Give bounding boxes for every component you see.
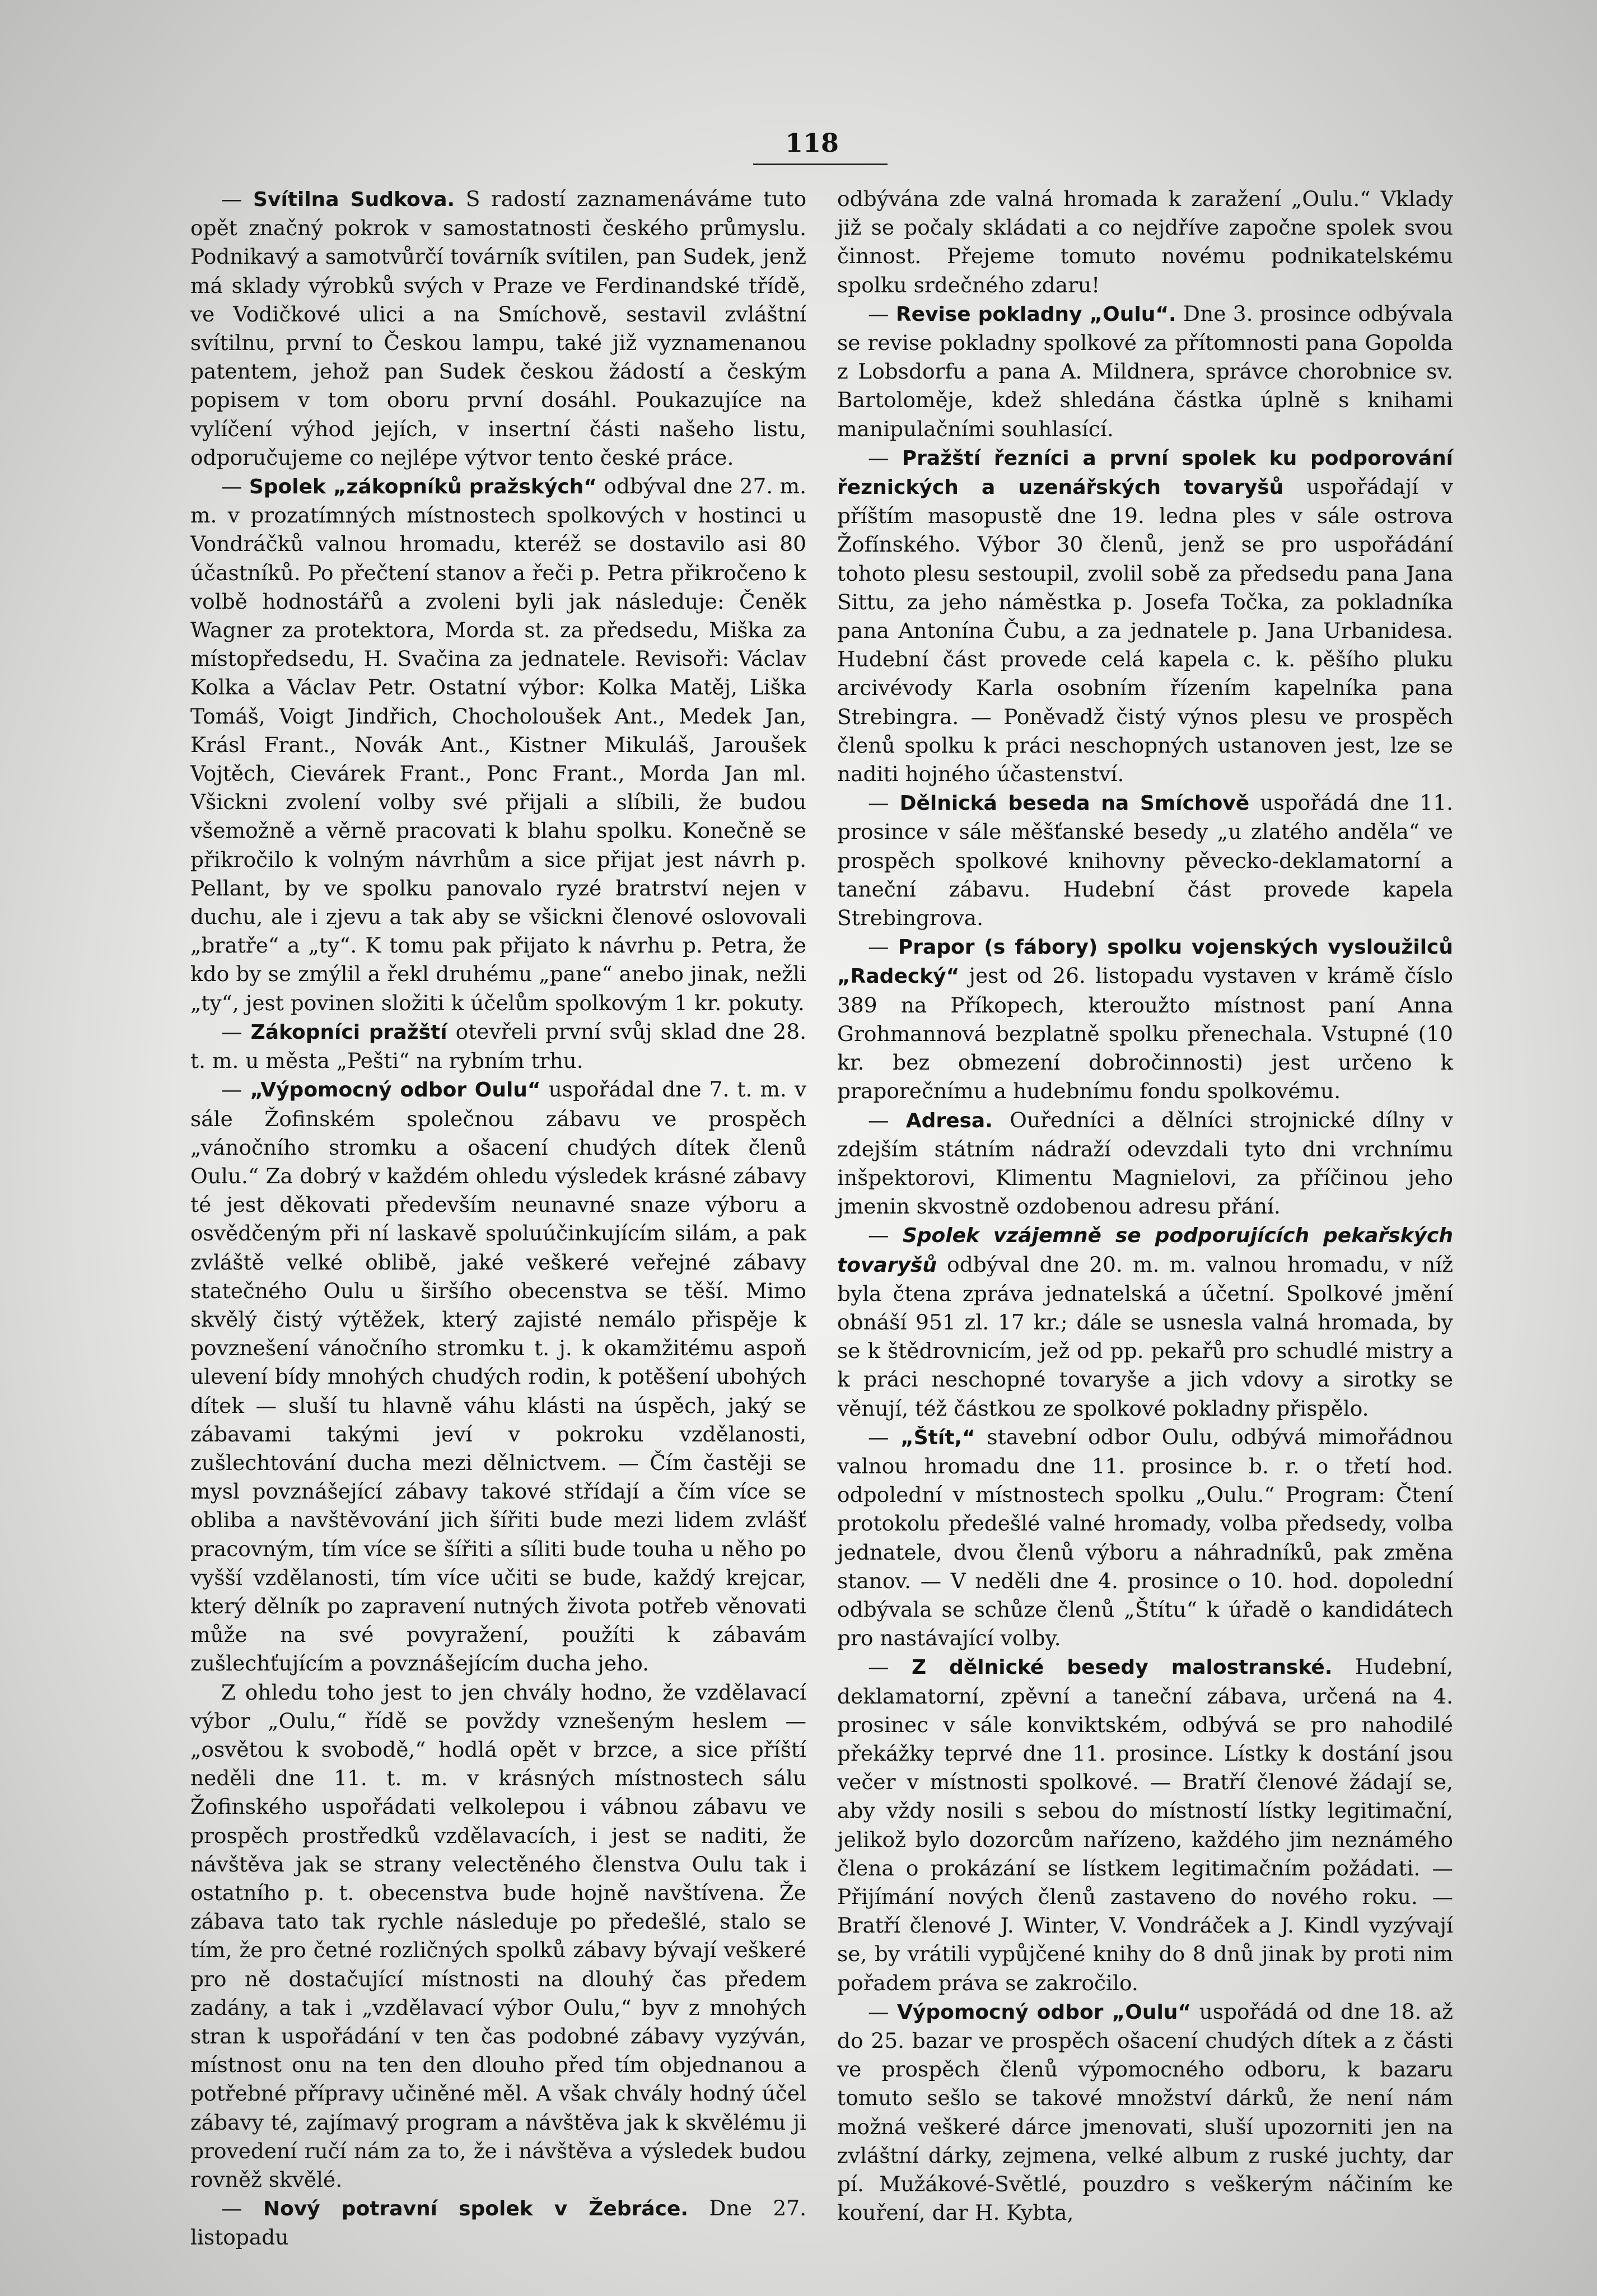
article-heading: Spolek vzájemně se podporujících pekařských tovaryšů	[837, 1224, 1454, 1277]
article-bazar: — Výpomocný odbor „Oulu“ uspořádá od dne 18. až do 25. bazar ve prospěch ošacení chudých dítek a z části ve prospěch členů výpomocného odboru, k bazaru tomuto sešlo se takové množství dárků, že není nám možná veškeré dárce jmenovati, sluší upozorniti jen na zvláštní dárky, zejmena, velké album z ruské juchty, dar pí. Mužákové-Světlé, pouzdro s veškerým náčiním ke kouření, dar H. Kybta,	[837, 1999, 1454, 2225]
article-zakopnici-sklad: — Zákopníci pražští otevřeli první svůj sklad dne 28. t. m. u města „Pešti“ na rybním trhu.	[190, 1019, 806, 1074]
article-text: otevřeli první svůj sklad dne 28. t. m. u města „Pešti“ na rybním trhu.	[190, 1019, 806, 1074]
article-heading: Zákopníci pražští	[250, 1020, 447, 1044]
article-revise-pokladny: — Revise pokladny „Oulu“. Dne 3. prosince odbývala se revise pokladny spolkové za přítomnosti pana Gopolda z Lobsdorfu a pana A. Mildnera, správce chorobnice sv. Bartoloměje, kdež shledána částka úplně s knihami manipulačními souhlasící.	[837, 301, 1453, 441]
article-heading: Dělnická beseda na Smíchově	[899, 792, 1250, 815]
article-zakopniku: — Spolek „zákopníků pražských“ odbýval dne 27. m. m. v prozatímných místnostech spolkových v hostinci u Vondráčků valnou hromadu, kteréž se dostavilo asi 80 účastníků. Po přečtení stanov a řeči p. Petra přikročeno k volbě hodnostářů a zvoleni byli jak následuje: Čeněk Wagner za protektora, Morda st. za předsedu, Miška za místopředsedu, H. Svačina za jednatele. Revisoři: Václav Kolka a Václav Petr. Ostatní výbor: Kolka Matěj, Liška Tomáš, Voigt Jindřich, Chocholoušek Ant., Medek Jan, Krásl Frant., Novák Ant., Kistner Mikuláš, Jaroušek Vojtěch, Cievárek Frant., Ponc Frant., Morda Jan ml. Všickni zvolení volby své přijali a slíbili, že budou všemožně a věrně pracovati k blahu spolku. Konečně se přikročilo k volným návrhům a sice přijat jest návrh p. Pellant, by ve spolku panovalo ryzé bratrství nejen v duchu, ale i zjevu a tak aby se všickni členové oslovovali „bratře“ a „ty“. K tomu pak přijato k návrhu p. Petra, že kdo by se zmýlil a řekl druhému „pane“ anebo jinak, nežli „ty“, jest povinen složiti k účelům spolkovým 1 kr. pokuty.	[190, 474, 807, 1015]
article-text: Dne 3. prosince odbývala se revise pokladny spolkové za přítomnosti pana Gopolda z Lobsdorfu a pana A. Mildnera, správce chorobnice sv. Bartoloměje, kdež shledána částka úplně s knihami manipulačními souhlasící.	[837, 301, 1453, 441]
article-prapor: — Prapor (s fábory) spolku vojenských vysloužilců „Radecký“ jest od 26. listopadu vystaven v krámě číslo 389 na Příkopech, kteroužto místnost paní Anna Grohmannová bezplatně spolku přenechala. Vstupné (10 kr. bez obmezení dobročinnosti) jest určeno k praporečnímu a hudebnímu fondu spolkovému.	[837, 934, 1454, 1104]
article-heading: „Výpomocný odbor Oulu“	[250, 1079, 541, 1102]
article-stit: — „Štít,“ stavební odbor Oulu, odbývá mimořádnou valnou hromadu dne 11. prosince b. r. o třetí hod. odpolední v místnostech spolku „Oulu.“ Program: Čtení protokolu předešlé valné hromady, volba předsedy, volba jednatele, dvou členů výboru a náhradníků, pak změna stanov. — V neděli dne 4. prosince o 10. hod. dopolední odbývala se schůze členů „Štítu“ k úřadě o kandidátech pro nastávající volby.	[837, 1424, 1454, 1651]
right-column	[837, 185, 1453, 2227]
article-heading: „Štít,“	[900, 1426, 975, 1449]
article-text: Z ohledu toho jest to jen chvály hodno, že vzdělavací výbor „Oulu,“ řídě se povždy vznešeným heslem — „osvětou k svobodě,“ hodlá opět v brzce, a sice příští neděli dne 11. t. m. v krásných místnostech sálu Žofinského uspořádati velkolepou i vábnou zábavu ve prospěch prostředků vzdělavacích, i jest se naditi, že návštěva jak se strany velectěného členstva Oulu tak i ostatního p. t. obecenstva bude hojně navštívena. Že zábava tato tak rychle následuje po předešlé, stalo se tím, že pro četné rozličných spolků zábavy bývají veškeré pro ně dostačující místnosti na dlouhý čas předem zadány, a tak i „vzdělavací výbor Oulu,“ byv z mnohých stran k uspořádání v ten čas podobné zábavy vyzýván, místnost onu na ten den dlouho před tím objednanou a potřebné přípravy učiněné měl. A však chvály hodný účel zábavy té, zajímavý program a návštěva jak k skvělému ji provedení ručí nám za to, že i návštěva a výsledek budou rovněž skvělé.	[190, 1679, 806, 2192]
article-vypomocny-odbor: — „Výpomocný odbor Oulu“ uspořádal dne 7. t. m. v sále Žofinském společnou zábavu ve prospěch „vánočního stromku a ošacení chudých dítek členů Oulu.“ Za dobrý v každém ohledu výsledek krásné zábavy té jest děkovati především neunavné snaze výboru a osvědčeným při ní laskavě spoluúčinkujícím silám, a pak zvláště velké oblibě, jaké veškeré veřejné zábavy statečného Oulu u širšího obecenstva se těší. Mimo skvělý čistý výtěžek, který zajisté nemálo přispěje k povznešení vánočního stromku t. j. k okamžitému aspoň ulevení bídy mnohých chudých rodin, k potěšení ubohých dítek — sluší tu hlavně váhu klásti na úspěch, jaký se zábavami takými jeví v pokroku vzdělanosti, zušlechtování ducha mezi dělnictvem. — Čím častěji se mysl povznášející zábavy takové střídají a čím více se obliba a navštěvování jich šířiti bude mezi lidem zvlášť pracovným, tím více se šířiti a síliti bude touha u něho po vyšší vzdělanosti, tím více učiti se bude, každý krejcar, který dělník po zapravení nutných života potřeb věnovati může na své povyražení, použíti k zábavám zušlechťujícím a povznášejícím ducha jeho.	[190, 1077, 807, 1676]
article-text: jest od 26. listopadu vystaven v krámě číslo 389 na Příkopech, kteroužto místnost paní Anna Grohmannová bezplatně spolku přenechala. Vstupné (10 kr. bez obmezení dobročinnosti) jest určeno k praporečnímu a hudebnímu fondu spolkovému.	[837, 963, 1454, 1104]
article-heading: Svítilna Sudkova.	[253, 188, 455, 211]
left-column	[190, 185, 806, 2252]
article-heading: Adresa.	[905, 1109, 993, 1132]
article-heading: Prapor (s fábory) spolku vojenských vysloužilců „Radecký“	[837, 936, 1453, 988]
article-continuation	[837, 185, 1453, 300]
article-text: Ouředníci a dělníci strojnické dílny v zdejším státním nádraží odevzdali tyto dni vrchnímu inšpektorovi, Klimentu Magnielovi, za příčinou jeho jmenin skvostně ozdobenou adresu přání.	[837, 1107, 1453, 1219]
article-heading: Spolek „zákopníků pražských“	[249, 475, 597, 499]
article-adresa: — Adresa. Ouředníci a dělníci strojnické dílny v zdejším státním nádraží odevzdali tyto dni vrchnímu inšpektorovi, Klimentu Magnielovi, za příčinou jeho jmenin skvostně ozdobenou adresu přání.	[837, 1107, 1453, 1219]
article-svitilna: — Svítilna Sudkova. S radostí zaznamenáváme tuto opět značný pokrok v samostatnosti českého průmyslu. Podnikavý a samotvůrčí továrník svítilen, pan Sudek, jenž má sklady výrobků svých v Praze ve Ferdinandské třídě, ve Vodičkové ulici a na Smíchově, sestavil zvláštní svítilnu, první to Českou lampu, také již vyznamenanou patentem, jehož pan Sudek českou žádostí a českým popisem v tom oboru první dosáhl. Poukazujíce na vylíčení výhod jejích, v insertní části našeho listu, odporučujeme co nejlépe výtvor tento české práce.	[190, 186, 807, 470]
article-reznici: — Pražští řezníci a první spolek ku podporování řeznických a uzenářských tovaryšů uspořádají v příštím masopustě dne 19. ledna ples v sále ostrova Žofínského. Výbor 30 členů, jenž se pro uspořádání tohoto plesu sestoupil, zvolil sobě za předsedu pana Jana Sittu, za jeho náměstka p. Josefa Točka, za pokladníka pana Antonína Čubu, a za jednatele p. Jana Urbanidesa. Hudební část provede celá kapela c. k. pěšího pluku arcivévody Karla osobním řízením kapelníka pana Strebingra. — Poněvadž čistý výnos plesu ve prospěch členů spolku k práci neschopných ustanoven jest, lze se naditi hojného účastenství.	[837, 445, 1453, 787]
article-text: stavební odbor Oulu, odbývá mimořádnou valnou hromadu dne 11. prosince b. r. o třetí hod. odpolední v místnostech spolku „Oulu.“ Program: Čtení protokolu předešlé valné hromady, volba předsedy, volba jednatele, dvou členů výboru a náhradníků, pak změna stanov. — V neděli dne 4. prosince o 10. hod. dopolední odbývala se schůze členů „Štítu“ k úřadě o kandidátech pro nastávající volby.	[837, 1424, 1454, 1651]
article-text: uspořádá dne 11. prosince v sále měšťanské besedy „u zlatého anděla“ ve prospěch spolkové knihovny pěvecko-deklamatorní a taneční zábavu. Hudební část provede kapela Strebingrova.	[837, 790, 1454, 931]
article-text: odbýval dne 20. m. m. valnou hromadu, v níž byla čtena zpráva jednatelská a účetní. Spolkové jmění obnáší 951 zl. 17 kr.; dále se usnesla valná hromada, by se k štědrovnicím, jež od pp. pekařů pro schudlé mistry a k práci neschopné tovaryše a jich vdovy a sirotky se věnují, též částkou ze spolkové pokladny přispělo.	[837, 1252, 1453, 1421]
article-text: uspořádá od dne 18. až do 25. bazar ve prospěch ošacení chudých dítek a z části ve prospěch členů výpomocného odboru, k bazaru tomuto sešlo se takové množství dárků, že není nám možná veškeré dárce jmenovati, sluší upozorniti jen na zvláštní dárky, zejmena, velké album z ruské juchty, dar pí. Mužákové-Světlé, pouzdro s veškerým náčiním ke kouření, dar H. Kybta,	[837, 1999, 1454, 2225]
header-rule	[753, 164, 888, 165]
article-potravni-spolek: — Nový potravní spolek v Žebráce. Dne 27. listopadu	[190, 2196, 807, 2250]
article-delnicka-beseda: — Dělnická beseda na Smíchově uspořádá dne 11. prosince v sále měšťanské besedy „u zlatého anděla“ ve prospěch spolkové knihovny pěvecko-deklamatorní a taneční zábavu. Hudební část provede kapela Strebingrova.	[837, 790, 1454, 931]
article-text: uspořádají v příštím masopustě dne 19. ledna ples v sále ostrova Žofínského. Výbor 30 členů, jenž se pro uspořádání tohoto plesu sestoupil, zvolil sobě za předsedu pana Jana Sittu, za jeho náměstka p. Josefa Točka, za pokladníka pana Antonína Čubu, a za jednatele p. Jana Urbanidesa. Hudební část provede celá kapela c. k. pěšího pluku arcivévody Karla osobním řízením kapelníka pana Strebingra. — Poněvadž čistý výnos plesu ve prospěch členů spolku k práci neschopných ustanoven jest, lze se naditi hojného účastenství.	[837, 474, 1453, 787]
article-text: odbýval dne 27. m. m. v prozatímných místnostech spolkových v hostinci u Vondráčků valnou hromadu, kteréž se dostavilo asi 80 účastníků. Po přečtení stanov a řeči p. Petra přikročeno k volbě hodnostářů a zvoleni byli jak následuje: Čeněk Wagner za protektora, Morda st. za předsedu, Miška za místopředsedu, H. Svačina za jednatele. Revisoři: Václav Kolka a Václav Petr. Ostatní výbor: Kolka Matěj, Liška Tomáš, Voigt Jindřich, Chocholoušek Ant., Medek Jan, Krásl Frant., Novák Ant., Kistner Mikuláš, Jaroušek Vojtěch, Cievárek Frant., Ponc Frant., Morda Jan ml. Všickni zvolení volby své přijali a slíbili, že budou všemožně a věrně pracovati k blahu spolku. Konečně se přikročilo k volným návrhům a sice přijat jest návrh p. Pellant, by ve spolku panovalo ryzé bratrství nejen v duchu, ale i zjevu a tak aby se všickni členové oslovovali „bratře“ a „ty“. K tomu pak přijato k návrhu p. Petra, že kdo by se zmýlil a řekl druhému „pane“ anebo jinak, nežli „ty“, jest povinen složiti k účelům spolkovým 1 kr. pokuty.	[190, 474, 807, 1015]
article-heading: Výpomocný odbor „Oulu“	[897, 2000, 1192, 2024]
article-text: Dne 27. listopadu	[190, 2196, 807, 2250]
article-heading: Pražští řezníci a první spolek ku podporování řeznických a uzenářských tovaryšů	[837, 446, 1453, 500]
article-pekari: — Spolek vzájemně se podporujících pekařských tovaryšů odbýval dne 20. m. m. valnou hromadu, v níž byla čtena zpráva jednatelská a účetní. Spolkové jmění obnáší 951 zl. 17 kr.; dále se usnesla valná hromada, by se k štědrovnicím, jež od pp. pekařů pro schudlé mistry a k práci neschopné tovaryše a jich vdovy a sirotky se věnují, též částkou ze spolkové pokladny přispělo.	[837, 1222, 1454, 1421]
article-vzdelavaci-vybor	[190, 1678, 806, 2195]
article-malostranska-beseda: — Z dělnické besedy malostranské. Hudební, deklamatorní, zpěvní a taneční zábava, určená na 4. prosinec v sále konviktském, odbývá se pro nahodilé překážky teprvé dne 11. prosince. Lístky k dostání jsou večer v místnosti spolkové. — Bratří členové žádají se, aby vždy nosili s sebou do místností lístky legitimační, jelikož bylo dozorcům nařízeno, každého jim neznámého člena o prokázání se lístkem legitimačním požádati. — Přijímání nových členů zastaveno do nového roku. — Bratří členové J. Winter, V. Vondráček a J. Kindl vyzývají se, by vrátili vypůjčené knihy do 8 dnů jinak by proti nim pořadem práva se zakročilo.	[837, 1654, 1453, 1995]
article-text: uspořádal dne 7. t. m. v sále Žofinském společnou zábavu ve prospěch „vánočního stromku a ošacení chudých dítek členů Oulu.“ Za dobrý v každém ohledu výsledek krásné zábavy té jest děkovati především neunavné snaze výboru a osvědčeným při ní laskavě spoluúčinkujícím silám, a pak zvláště velké oblibě, jaké veškeré veřejné zábavy statečného Oulu u širšího obecenstva se těší. Mimo skvělý čistý výtěžek, který zajisté nemálo přispěje k povznešení vánočního stromku t. j. k okamžitému aspoň ulevení bídy mnohých chudých rodin, k potěšení ubohých dítek — sluší tu hlavně váhu klásti na úspěch, jaký se zábavami takými jeví v pokroku vzdělanosti, zušlechtování ducha mezi dělnictvem. — Čím častěji se mysl povznášející zábavy takové střídají a čím více se obliba a navštěvování jich šířiti bude mezi lidem zvlášť pracovným, tím více se šířiti a síliti bude touha u něho po vyšší vzdělanosti, tím více učiti se bude, každý krejcar, který dělník po zapravení nutných života potřeb věnovati může na své povyražení, použíti k zábavám zušlechťujícím a povznášejícím ducha jeho.	[190, 1077, 807, 1676]
article-heading: Revise pokladny „Oulu“.	[895, 302, 1176, 326]
article-text: S radostí zaznamenáváme tuto opět značný pokrok v samostatnosti českého průmyslu. Podnikavý a samotvůrčí továrník svítilen, pan Sudek, jenž má sklady výrobků svých v Praze ve Ferdinandské třídě, ve Vodičkové ulici a na Smíchově, sestavil zvláštní svítilnu, první to Českou lampu, také již vyznamenanou patentem, jehož pan Sudek českou žádostí a českým popisem v tom oboru první dosáhl. Poukazujíce na vylíčení výhod jejích, v insertní části našeho listu, odporučujeme co nejlépe výtvor tento české práce.	[190, 186, 807, 470]
article-text: odbývána zde valná hromada k zaražení „Oulu.“ Vklady již se počaly skládati a co nejdříve započne spolek svou činnost. Přejeme tomuto novému podnikatelskému spolku srdečného zdaru!	[837, 186, 1453, 297]
article-heading: Z dělnické besedy malostranské.	[911, 1656, 1333, 1679]
article-text: Hudební, deklamatorní, zpěvní a taneční zábava, určená na 4. prosinec v sále konviktském, odbývá se pro nahodilé překážky teprvé dne 11. prosince. Lístky k dostání jsou večer v místnosti spolkové. — Bratří členové žádají se, aby vždy nosili s sebou do místností lístky legitimační, jelikož bylo dozorcům nařízeno, každého jim neznámého člena o prokázání se lístkem legitimačním požádati. — Přijímání nových členů zastaveno do nového roku. — Bratří členové J. Winter, V. Vondráček a J. Kindl vyzývají se, by vrátili vypůjčené knihy do 8 dnů jinak by proti nim pořadem práva se zakročilo.	[837, 1654, 1453, 1995]
article-heading: Nový potravní spolek v Žebráce.	[263, 2197, 689, 2221]
page-number: 118	[785, 128, 839, 158]
